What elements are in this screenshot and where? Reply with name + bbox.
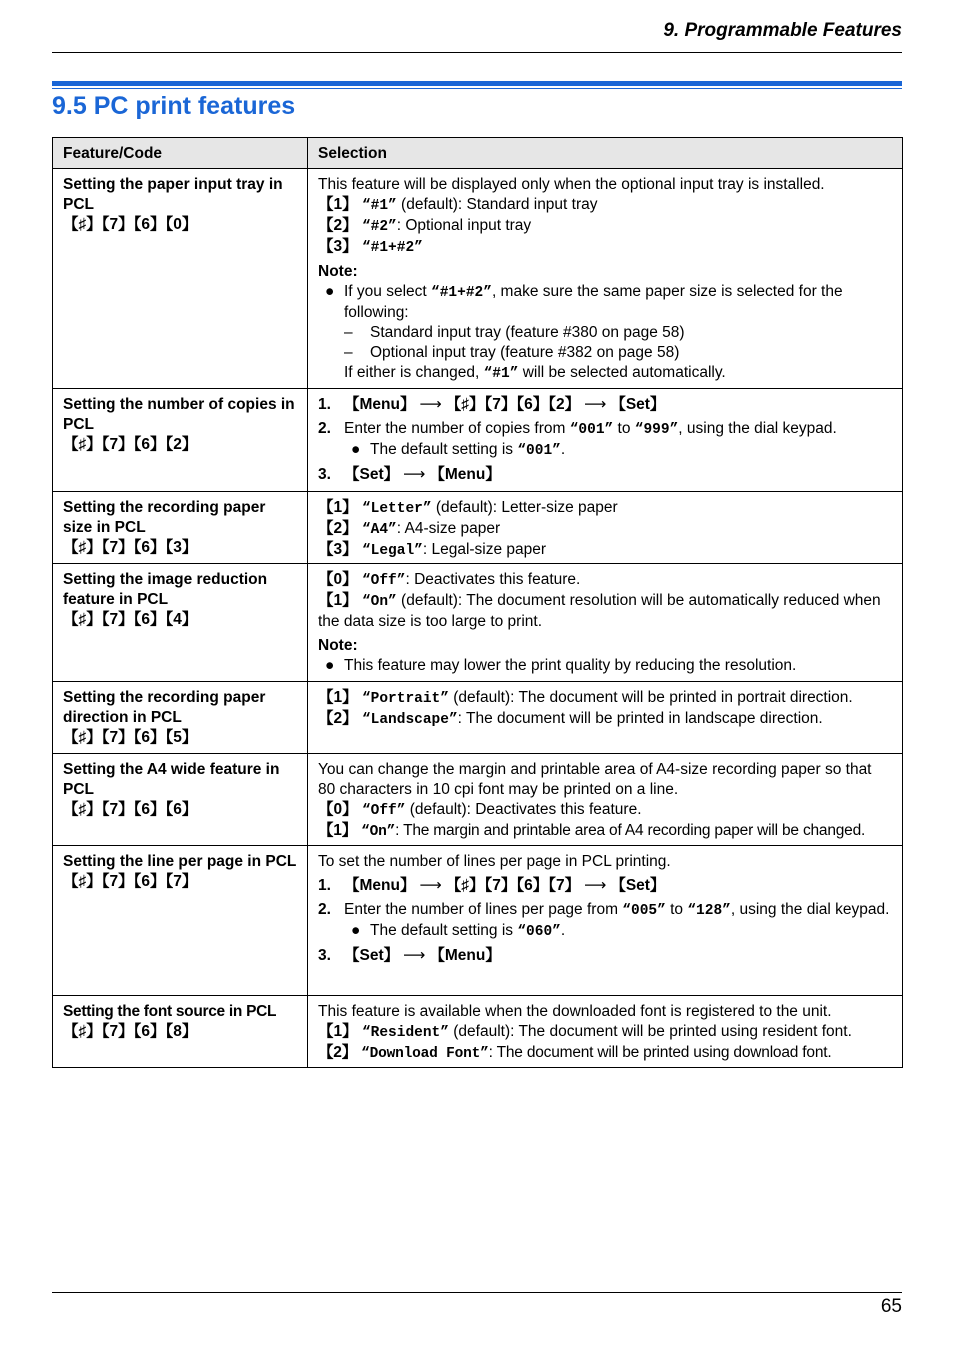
selection-intro: To set the number of lines per page in PCL printing. xyxy=(318,853,671,870)
arrow-right-icon: ⟶ xyxy=(403,947,426,964)
running-header: 9. Programmable Features xyxy=(663,20,902,41)
note-label: Note: xyxy=(318,263,358,280)
feature-code: 【♯】【7】【6】【0】 xyxy=(63,216,198,233)
sub-bullet: ● The default setting is “001”. xyxy=(351,441,566,459)
dash-item: – Standard input tray (feature #380 on page 58) xyxy=(344,324,685,341)
step-item: 2. Enter the number of copies from “001” to “999”, using the dial keypad. xyxy=(318,420,837,438)
option-item: 【2】 “Landscape”: The document will be printed in landscape direction. xyxy=(318,710,823,728)
features-table xyxy=(52,137,903,1068)
bullet-icon: ● xyxy=(351,441,361,458)
option-item: 【1】 “On”: The margin and printable area of A4 recording paper will be changed. xyxy=(318,822,866,840)
feature-cell xyxy=(53,996,308,1068)
selection-cell xyxy=(308,564,903,682)
table-row xyxy=(53,492,903,564)
arrow-right-icon: ⟶ xyxy=(403,466,426,483)
section-title: 9.5 PC print features xyxy=(52,92,296,120)
feature-cell xyxy=(53,682,308,754)
step-item: 3. 【Set】 ⟶ 【Menu】 xyxy=(318,466,501,483)
feature-cell xyxy=(53,492,308,564)
feature-name: Setting the image reduction feature in PCL xyxy=(63,571,268,608)
selection-cell xyxy=(308,389,903,492)
option-item: 【3】 “#1+#2” xyxy=(318,238,423,256)
feature-cell xyxy=(53,389,308,492)
note-followup: If either is changed, “#1” will be selected automatically. xyxy=(344,364,726,382)
table-row xyxy=(53,996,903,1068)
option-item: 【1】 “Letter” (default): Letter-size paper xyxy=(318,499,618,517)
step-item: 1. 【Menu】 ⟶ 【♯】【7】【6】【2】 ⟶ 【Set】 xyxy=(318,396,666,413)
selection-cell xyxy=(308,996,903,1068)
arrow-right-icon: ⟶ xyxy=(584,396,607,413)
selection-intro: This feature will be displayed only when the optional input tray is installed. xyxy=(318,176,825,193)
table-row xyxy=(53,169,903,389)
option-item: 【1】 “On” (default): The document resolution will be automatically reduced when the data size is too large to print. xyxy=(318,592,881,630)
arrow-right-icon: ⟶ xyxy=(419,396,442,413)
feature-code: 【♯】【7】【6】【5】 xyxy=(63,729,198,746)
table-row xyxy=(53,564,903,682)
step-item: 1. 【Menu】 ⟶ 【♯】【7】【6】【7】 ⟶ 【Set】 xyxy=(318,877,666,894)
option-item: 【2】 “#2”: Optional input tray xyxy=(318,217,532,235)
option-item: 【0】 “Off”: Deactivates this feature. xyxy=(318,571,581,589)
section-bar xyxy=(52,81,902,86)
feature-code: 【♯】【7】【6】【2】 xyxy=(63,436,198,453)
feature-cell xyxy=(53,846,308,996)
section-bar-thin xyxy=(52,88,902,89)
selection-cell xyxy=(308,682,903,754)
arrow-right-icon: ⟶ xyxy=(419,877,442,894)
step-item: 2. Enter the number of lines per page from “005” to “128”, using the dial keypad. xyxy=(318,901,890,919)
header-rule xyxy=(52,52,902,53)
option-item: 【0】 “Off” (default): Deactivates this feature. xyxy=(318,801,642,819)
bullet-icon: ● xyxy=(325,283,335,300)
table-row xyxy=(53,682,903,754)
feature-name: Setting the recording paper size in PCL xyxy=(63,499,266,536)
bullet-icon: ● xyxy=(351,922,361,939)
selection-cell xyxy=(308,754,903,846)
selection-intro: You can change the margin and printable area of A4-size recording paper so that 80 characters in 10 cpi font may be printed on a line. xyxy=(318,761,872,798)
note-bullet: ● This feature may lower the print quality by reducing the resolution. xyxy=(325,657,797,674)
selection-intro: This feature is available when the downloaded font is registered to the unit. xyxy=(318,1003,832,1020)
feature-code: 【♯】【7】【6】【3】 xyxy=(63,539,198,556)
feature-name: Setting the recording paper direction in PCL xyxy=(63,689,266,726)
col-header-feature: Feature/Code xyxy=(53,138,308,169)
sub-bullet: ● The default setting is “060”. xyxy=(351,922,566,940)
page-number: 65 xyxy=(880,1296,902,1317)
option-item: 【1】 “Resident” (default): The document will be printed using resident font. xyxy=(318,1023,852,1041)
feature-cell xyxy=(53,754,308,846)
option-item: 【2】 “A4”: A4-size paper xyxy=(318,520,501,538)
step-item: 3. 【Set】 ⟶ 【Menu】 xyxy=(318,947,501,964)
arrow-right-icon: ⟶ xyxy=(584,877,607,894)
table-row xyxy=(53,846,903,996)
feature-cell xyxy=(53,169,308,389)
feature-name: Setting the paper input tray in PCL xyxy=(63,176,283,213)
selection-cell xyxy=(308,846,903,996)
feature-name: Setting the A4 wide feature in PCL xyxy=(63,761,280,798)
table-header-row xyxy=(53,138,903,169)
feature-name: Setting the font source in PCL xyxy=(63,1003,277,1020)
feature-name: Setting the number of copies in PCL xyxy=(63,396,295,433)
option-item: 【1】 “Portrait” (default): The document will be printed in portrait direction. xyxy=(318,689,853,707)
feature-code: 【♯】【7】【6】【7】 xyxy=(63,873,198,890)
option-item: 【3】 “Legal”: Legal-size paper xyxy=(318,541,547,559)
feature-code: 【♯】【7】【6】【6】 xyxy=(63,801,198,818)
footer-rule xyxy=(52,1292,902,1293)
table-row xyxy=(53,389,903,492)
selection-cell xyxy=(308,169,903,389)
feature-code: 【♯】【7】【6】【4】 xyxy=(63,611,198,628)
option-item: 【1】 “#1” (default): Standard input tray xyxy=(318,196,598,214)
col-header-selection: Selection xyxy=(308,138,903,169)
feature-name: Setting the line per page in PCL xyxy=(63,853,297,870)
dash-item: – Optional input tray (feature #382 on page 58) xyxy=(344,344,680,361)
table-row xyxy=(53,754,903,846)
option-item: 【2】 “Download Font”: The document will be printed using download font. xyxy=(318,1044,832,1062)
feature-code: 【♯】【7】【6】【8】 xyxy=(63,1023,198,1040)
note-label: Note: xyxy=(318,637,358,654)
note-bullet: ● If you select “#1+#2”, make sure the same paper size is selected for the following: xyxy=(325,283,843,321)
selection-cell xyxy=(308,492,903,564)
feature-cell xyxy=(53,564,308,682)
bullet-icon: ● xyxy=(325,657,335,674)
